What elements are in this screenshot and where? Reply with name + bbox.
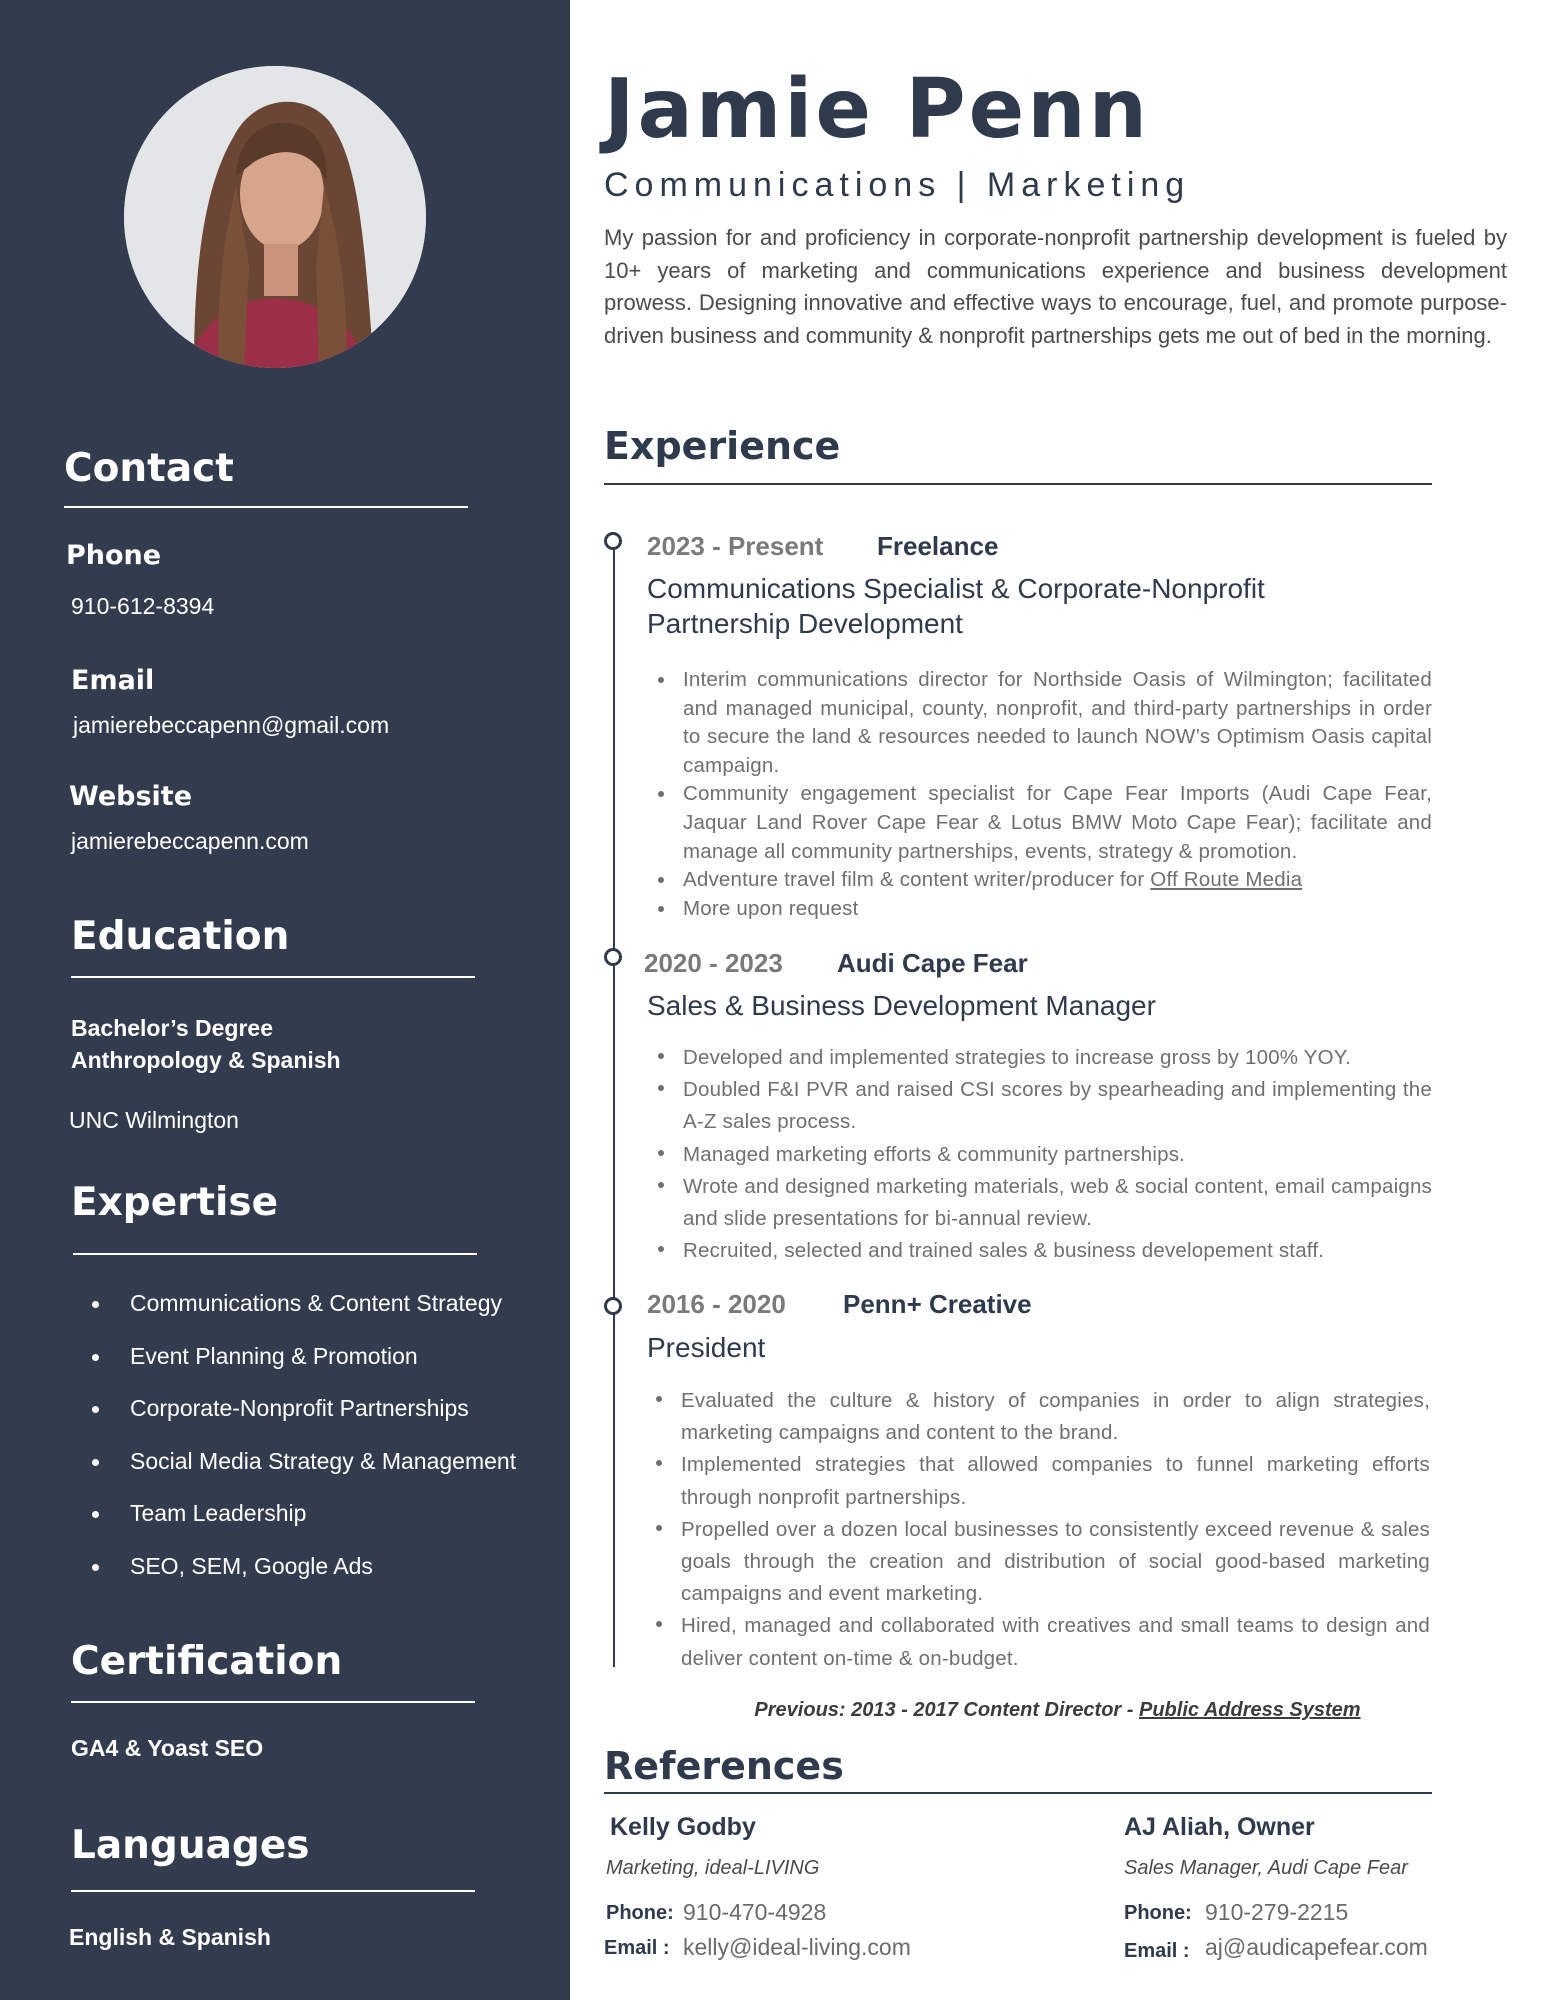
public-address-system-link[interactable]: Public Address System bbox=[1139, 1699, 1361, 1721]
reference-email-label: Email : bbox=[604, 1937, 670, 1959]
job-bullet: Recruited, selected and trained sales & business developement staff. bbox=[651, 1235, 1432, 1267]
job-bullet: Propelled over a dozen local businesses to consistently exceed revenue & sales goals through the creation and distribution of social good-based marketing campaigns and event marketing. bbox=[649, 1514, 1430, 1611]
avatar bbox=[124, 66, 426, 368]
timeline-dot bbox=[604, 948, 622, 966]
experience-heading: Experience bbox=[604, 424, 841, 468]
tagline: Communications | Marketing bbox=[604, 166, 1191, 204]
job-bullet: Evaluated the culture & history of companies in order to align strategies, marketing campaigns and content to the brand. bbox=[649, 1385, 1430, 1449]
job-title: Sales & Business Development Manager bbox=[647, 990, 1156, 1021]
expertise-item: Team Leadership bbox=[86, 1500, 516, 1553]
expertise-heading: Expertise bbox=[71, 1180, 279, 1225]
summary: My passion for and proficiency in corporate-nonprofit partnership development is fueled by 10+ years of marketing and communications experience and business development prowess. Designing innovative and effective ways to encourage, fuel, and promote purpose-driven business and community & nonprofit partnerships gets me out of bed in the morning. bbox=[604, 225, 1507, 348]
contact-heading: Contact bbox=[64, 446, 234, 491]
timeline-dot bbox=[604, 1297, 622, 1315]
reference-role: Sales Manager, Audi Cape Fear bbox=[1124, 1857, 1408, 1879]
candidate-name: Jamie Penn bbox=[604, 62, 1151, 157]
reference-phone-label: Phone: bbox=[606, 1902, 674, 1924]
reference-name: AJ Aliah, Owner bbox=[1124, 1813, 1315, 1841]
languages-heading: Languages bbox=[71, 1823, 310, 1868]
job-bullet: Wrote and designed marketing materials, web & social content, email campaigns and slide presentations for bi-annual review. bbox=[651, 1171, 1432, 1235]
reference-email-label: Email : bbox=[1124, 1940, 1190, 1962]
portrait-image bbox=[124, 66, 426, 368]
job-company: Penn+ Creative bbox=[843, 1289, 1032, 1319]
job-title-continued: Partnership Development bbox=[647, 608, 963, 639]
job-bullet-text: Adventure travel film & content writer/producer for bbox=[683, 868, 1151, 892]
certification-heading: Certification bbox=[71, 1639, 343, 1684]
job-bullet: Managed marketing efforts & community partnerships. bbox=[651, 1139, 1432, 1171]
expertise-list bbox=[86, 1290, 516, 1606]
education-divider bbox=[71, 976, 475, 978]
previous-role bbox=[570, 1699, 1545, 1722]
reference-email[interactable]: aj@audicapefear.com bbox=[1205, 1934, 1428, 1960]
phone-value: 910-612-8394 bbox=[71, 593, 215, 619]
reference-phone: 910-470-4928 bbox=[683, 1899, 827, 1925]
expertise-item: Communications & Content Strategy bbox=[86, 1290, 516, 1343]
references-heading: References bbox=[604, 1744, 844, 1788]
job-bullet: Interim communications director for Northside Oasis of Wilmington; facilitated and managed municipal, county, nonprofit, and third-party partnerships in order to secure the land & resources needed to launch NOW’s Optimism Oasis capital campaign. bbox=[651, 666, 1432, 780]
reference-phone: 910-279-2215 bbox=[1205, 1899, 1349, 1925]
timeline-dot bbox=[604, 532, 622, 550]
expertise-item: Event Planning & Promotion bbox=[86, 1343, 516, 1396]
reference-name: Kelly Godby bbox=[610, 1813, 756, 1841]
references-divider bbox=[604, 1792, 1432, 1794]
website-label: Website bbox=[69, 781, 193, 812]
certification-divider bbox=[71, 1701, 475, 1703]
expertise-item: Social Media Strategy & Management bbox=[86, 1448, 516, 1501]
job-bullet: Hired, managed and collaborated with creatives and small teams to design and deliver content on-time & on-budget. bbox=[649, 1610, 1430, 1674]
job-company: Audi Cape Fear bbox=[837, 948, 1028, 978]
email-label: Email bbox=[71, 665, 155, 696]
education-degree: Bachelor’s Degree bbox=[71, 1015, 273, 1041]
job-bullets bbox=[649, 1385, 1430, 1675]
education-major: Anthropology & Spanish bbox=[71, 1047, 341, 1073]
phone-label: Phone bbox=[66, 540, 162, 571]
reference-role: Marketing, ideal-LIVING bbox=[606, 1857, 820, 1879]
expertise-divider bbox=[73, 1253, 477, 1255]
job-title: Communications Specialist & Corporate-Nonprofit bbox=[647, 573, 1265, 604]
timeline-line bbox=[613, 545, 615, 1667]
languages-divider bbox=[71, 1890, 475, 1892]
job-bullet bbox=[651, 866, 1432, 895]
job-bullets bbox=[651, 666, 1432, 923]
job-bullet: Developed and implemented strategies to increase gross by 100% YOY. bbox=[651, 1042, 1432, 1074]
expertise-item: SEO, SEM, Google Ads bbox=[86, 1553, 516, 1606]
experience-divider bbox=[604, 483, 1432, 485]
job-company: Freelance bbox=[877, 531, 999, 561]
job-dates: 2023 - Present bbox=[647, 531, 824, 561]
job-bullet: Community engagement specialist for Cape Fear Imports (Audi Cape Fear, Jaquar Land Rover Cape Fear & Lotus BMW Moto Cape Fear); facilitate and manage all community partnerships, events, strategy & promotion. bbox=[651, 780, 1432, 866]
job-bullets bbox=[651, 1042, 1432, 1267]
contact-divider bbox=[64, 506, 468, 508]
main-content bbox=[570, 0, 1545, 2000]
email-value[interactable]: jamierebeccapenn@gmail.com bbox=[73, 712, 390, 738]
job-title: President bbox=[647, 1332, 766, 1363]
languages-text: English & Spanish bbox=[69, 1924, 271, 1950]
job-bullet: Doubled F&I PVR and raised CSI scores by spearheading and implementing the A-Z sales process. bbox=[651, 1074, 1432, 1138]
reference-email[interactable]: kelly@ideal-living.com bbox=[683, 1934, 911, 1960]
job-dates: 2016 - 2020 bbox=[647, 1289, 786, 1319]
job-bullet: More upon request bbox=[651, 895, 1432, 924]
sidebar bbox=[0, 0, 570, 2000]
education-heading: Education bbox=[71, 914, 290, 959]
job-dates: 2020 - 2023 bbox=[644, 948, 783, 978]
previous-role-text: Previous: 2013 - 2017 Content Director - bbox=[754, 1699, 1139, 1721]
education-school: UNC Wilmington bbox=[69, 1107, 239, 1133]
off-route-media-link[interactable]: Off Route Media bbox=[1150, 868, 1303, 892]
reference-phone-label: Phone: bbox=[1124, 1902, 1192, 1924]
website-value[interactable]: jamierebeccapenn.com bbox=[71, 828, 309, 854]
job-bullet: Implemented strategies that allowed companies to funnel marketing efforts through nonprofit partnerships. bbox=[649, 1449, 1430, 1513]
expertise-item: Corporate-Nonprofit Partnerships bbox=[86, 1395, 516, 1448]
certification-text: GA4 & Yoast SEO bbox=[71, 1735, 264, 1761]
